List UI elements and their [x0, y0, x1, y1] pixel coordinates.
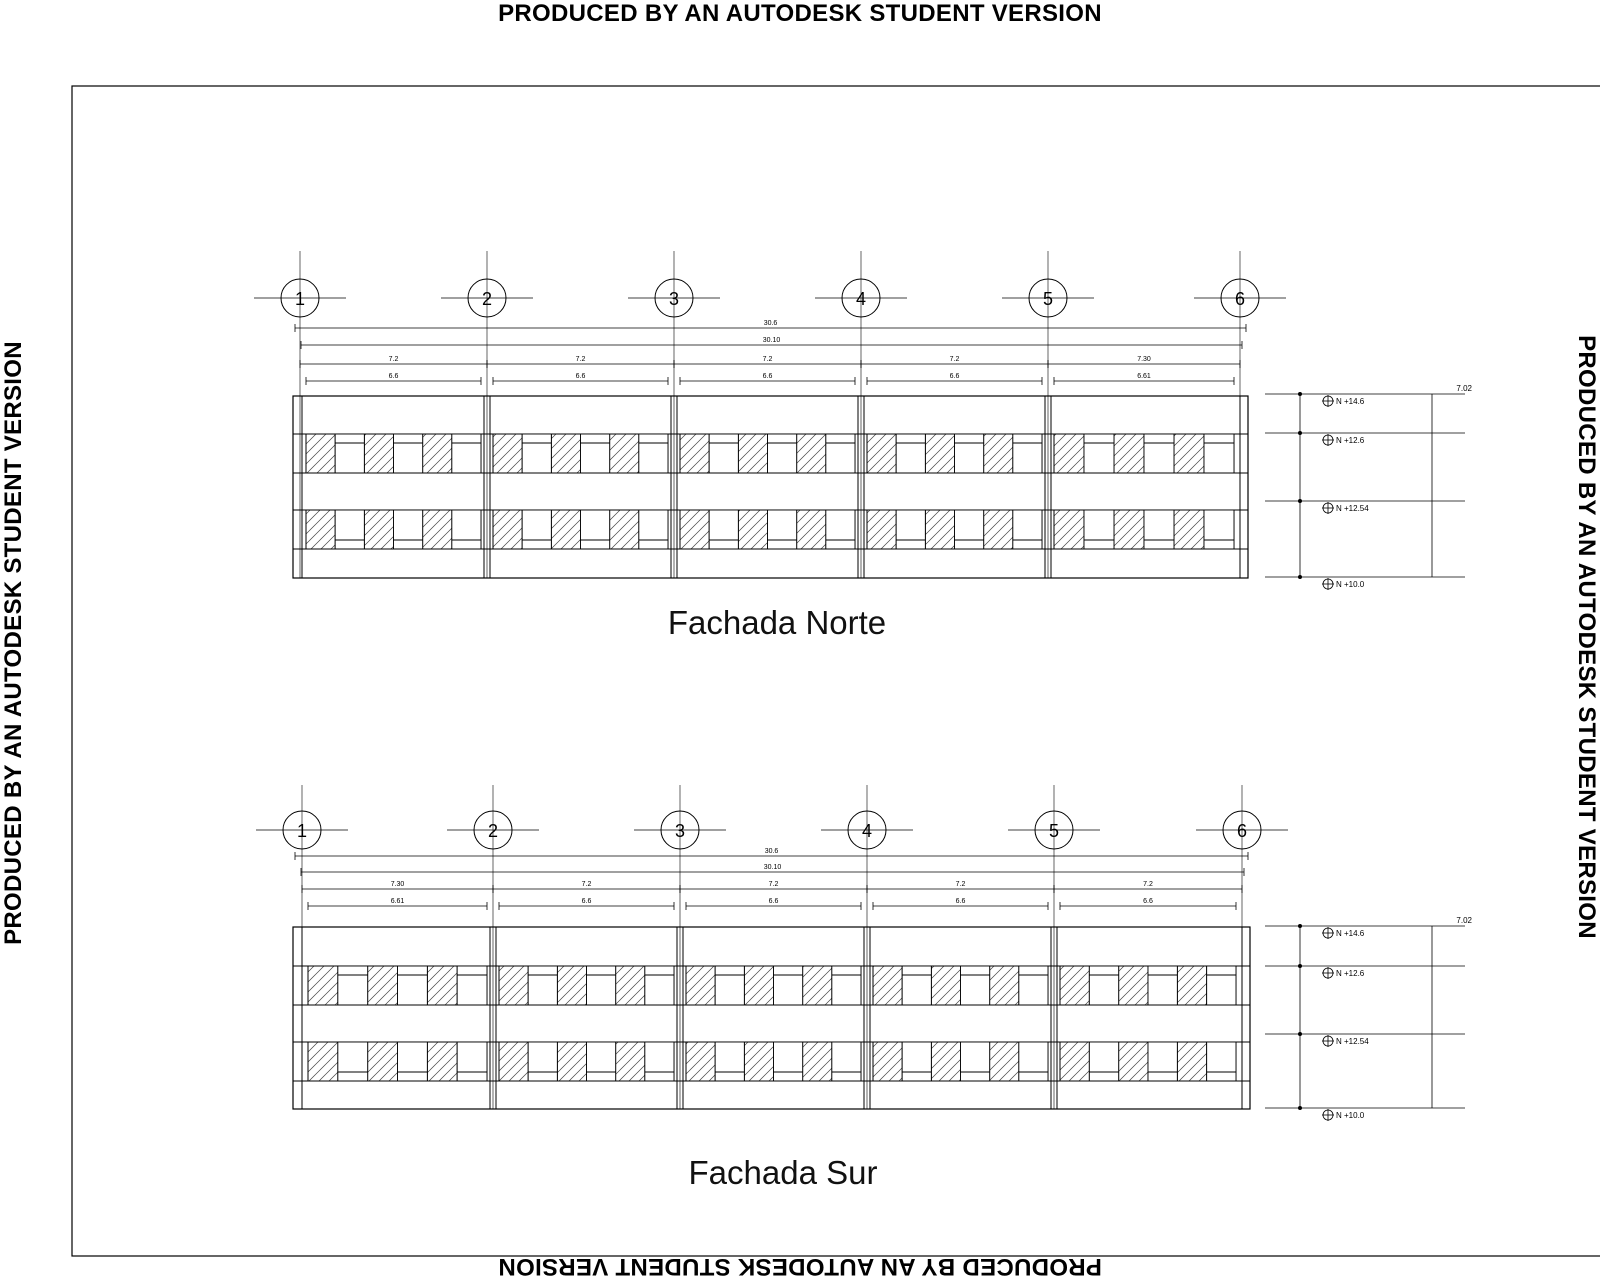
- level-label: N +12.54: [1336, 1037, 1369, 1046]
- glazing-cell: [639, 434, 668, 473]
- level-label: N +12.54: [1336, 504, 1369, 513]
- glazing-cell: [581, 434, 610, 473]
- dim-overall-inner-label: 30.10: [762, 337, 781, 344]
- dim-overall-inner-label: 30.10: [763, 864, 782, 871]
- glazing-cell: [457, 1042, 487, 1081]
- dim-overall-label: 30.6: [764, 848, 779, 855]
- level-node: [1298, 392, 1302, 396]
- level-node: [1298, 924, 1302, 928]
- glazing-cell: [522, 510, 551, 549]
- glazing-cell: [338, 966, 368, 1005]
- level-label: N +14.6: [1336, 929, 1365, 938]
- glazing-cell: [1089, 1042, 1118, 1081]
- dim-bay-label: 7.2: [955, 881, 966, 888]
- glazing-cell: [896, 510, 925, 549]
- glazing-cell: [452, 434, 481, 473]
- glazing-cell: [1089, 966, 1118, 1005]
- glazing-cell: [1148, 966, 1177, 1005]
- axis-label: 4: [861, 821, 873, 841]
- watermark-bottom: PRODUCED BY AN AUTODESK STUDENT VERSION: [498, 1253, 1102, 1280]
- glazing-cell: [961, 1042, 990, 1081]
- glazing-cell: [774, 966, 803, 1005]
- glazing-cell: [1144, 434, 1174, 473]
- axis-label: 1: [294, 289, 306, 309]
- glazing-cell: [1013, 510, 1042, 549]
- glazing-cell: [587, 966, 616, 1005]
- dim-bay-label: 7.2: [388, 356, 399, 363]
- level-label: N +12.6: [1336, 436, 1365, 445]
- elevation-title-norte: Fachada Norte: [667, 604, 887, 641]
- glazing-cell: [826, 510, 855, 549]
- glazing-cell: [1019, 1042, 1048, 1081]
- axis-label: 6: [1234, 289, 1246, 309]
- axis-label: 5: [1048, 821, 1060, 841]
- dim-bay-label: 7.2: [1143, 881, 1153, 888]
- glazing-cell: [826, 434, 855, 473]
- dim-bay-label: 7.2: [575, 356, 586, 363]
- glazing-cell: [1084, 510, 1114, 549]
- glazing-cell: [1207, 1042, 1236, 1081]
- watermark-left: PRODUCED BY AN AUTODESK STUDENT VERSION: [0, 341, 27, 945]
- glazing-cell: [645, 1042, 674, 1081]
- level-label: N +10.0: [1336, 580, 1365, 589]
- dim-bay-label: 7.30: [390, 881, 405, 888]
- glazing-cell: [398, 1042, 428, 1081]
- glazing-cell: [645, 966, 674, 1005]
- glazing-cell: [715, 1042, 744, 1081]
- level-node: [1298, 964, 1302, 968]
- level-node: [1298, 1106, 1302, 1110]
- glazing-cell: [715, 966, 744, 1005]
- glazing-cell: [832, 966, 861, 1005]
- glazing-cell: [528, 1042, 557, 1081]
- dim-opening-label: 6.6: [1143, 898, 1153, 905]
- level-total-height: 7.02: [1456, 916, 1472, 925]
- dim-bay-label: 7.2: [768, 881, 779, 888]
- level-node: [1298, 575, 1302, 579]
- elevation-title-sur: Fachada Sur: [688, 1154, 878, 1191]
- level-total-height: 7.02: [1456, 384, 1472, 393]
- glazing-cell: [1204, 510, 1234, 549]
- dim-opening-label: 6.61: [1137, 373, 1151, 380]
- dim-opening-label: 6.6: [581, 898, 592, 905]
- glazing-cell: [338, 1042, 368, 1081]
- glazing-cell: [335, 434, 364, 473]
- glazing-cell: [394, 510, 423, 549]
- dim-bay-label: 7.2: [581, 881, 592, 888]
- dim-bay-label: 7.2: [949, 356, 960, 363]
- dim-bay-label: 7.2: [762, 356, 773, 363]
- axis-label: 4: [855, 289, 867, 309]
- glazing-cell: [709, 434, 738, 473]
- glazing-cell: [457, 966, 487, 1005]
- glazing-cell: [1013, 434, 1042, 473]
- dim-opening-label: 6.6: [949, 373, 960, 380]
- elevation-norte: [254, 251, 1473, 590]
- glazing-cell: [709, 510, 738, 549]
- dim-opening-label: 6.6: [768, 898, 779, 905]
- watermark-right: PRODUCED BY AN AUTODESK STUDENT VERSION: [1573, 335, 1600, 939]
- elevation-sur: [256, 785, 1473, 1121]
- facade-outline: [293, 927, 1250, 1109]
- dim-opening-label: 6.6: [955, 898, 966, 905]
- level-node: [1298, 1032, 1302, 1036]
- glazing-cell: [768, 510, 797, 549]
- dim-overall-label: 30.6: [763, 320, 778, 327]
- axis-label: 3: [674, 821, 686, 841]
- level-label: N +10.0: [1336, 1111, 1365, 1120]
- dim-opening-label: 6.6: [575, 373, 586, 380]
- glazing-cell: [832, 1042, 861, 1081]
- glazing-cell: [955, 434, 984, 473]
- glazing-cell: [452, 510, 481, 549]
- glazing-cell: [1204, 434, 1234, 473]
- facade-outline: [293, 396, 1248, 578]
- glazing-cell: [398, 966, 428, 1005]
- dim-opening-label: 6.61: [390, 898, 405, 905]
- glazing-cell: [768, 434, 797, 473]
- level-node: [1298, 499, 1302, 503]
- glazing-cell: [587, 1042, 616, 1081]
- watermark-top: PRODUCED BY AN AUTODESK STUDENT VERSION: [498, 0, 1102, 27]
- glazing-cell: [902, 966, 931, 1005]
- axis-label: 2: [487, 821, 499, 841]
- glazing-cell: [528, 966, 557, 1005]
- glazing-cell: [1019, 966, 1048, 1005]
- glazing-cell: [581, 510, 610, 549]
- dim-opening-label: 6.6: [388, 373, 399, 380]
- axis-label: 2: [481, 289, 493, 309]
- glazing-cell: [896, 434, 925, 473]
- glazing-cell: [902, 1042, 931, 1081]
- level-node: [1298, 431, 1302, 435]
- glazing-cell: [522, 434, 551, 473]
- glazing-cell: [1207, 966, 1236, 1005]
- glazing-cell: [335, 510, 364, 549]
- axis-label: 5: [1042, 289, 1054, 309]
- dim-opening-label: 6.6: [762, 373, 773, 380]
- level-label: N +14.6: [1336, 397, 1365, 406]
- dim-bay-label: 7.30: [1137, 356, 1151, 363]
- axis-label: 3: [668, 289, 680, 309]
- glazing-cell: [955, 510, 984, 549]
- glazing-cell: [639, 510, 668, 549]
- axis-label: 1: [296, 821, 308, 841]
- glazing-cell: [1144, 510, 1174, 549]
- glazing-cell: [1084, 434, 1114, 473]
- glazing-cell: [1148, 1042, 1177, 1081]
- axis-label: 6: [1236, 821, 1248, 841]
- glazing-cell: [394, 434, 423, 473]
- glazing-cell: [961, 966, 990, 1005]
- glazing-cell: [774, 1042, 803, 1081]
- level-label: N +12.6: [1336, 969, 1365, 978]
